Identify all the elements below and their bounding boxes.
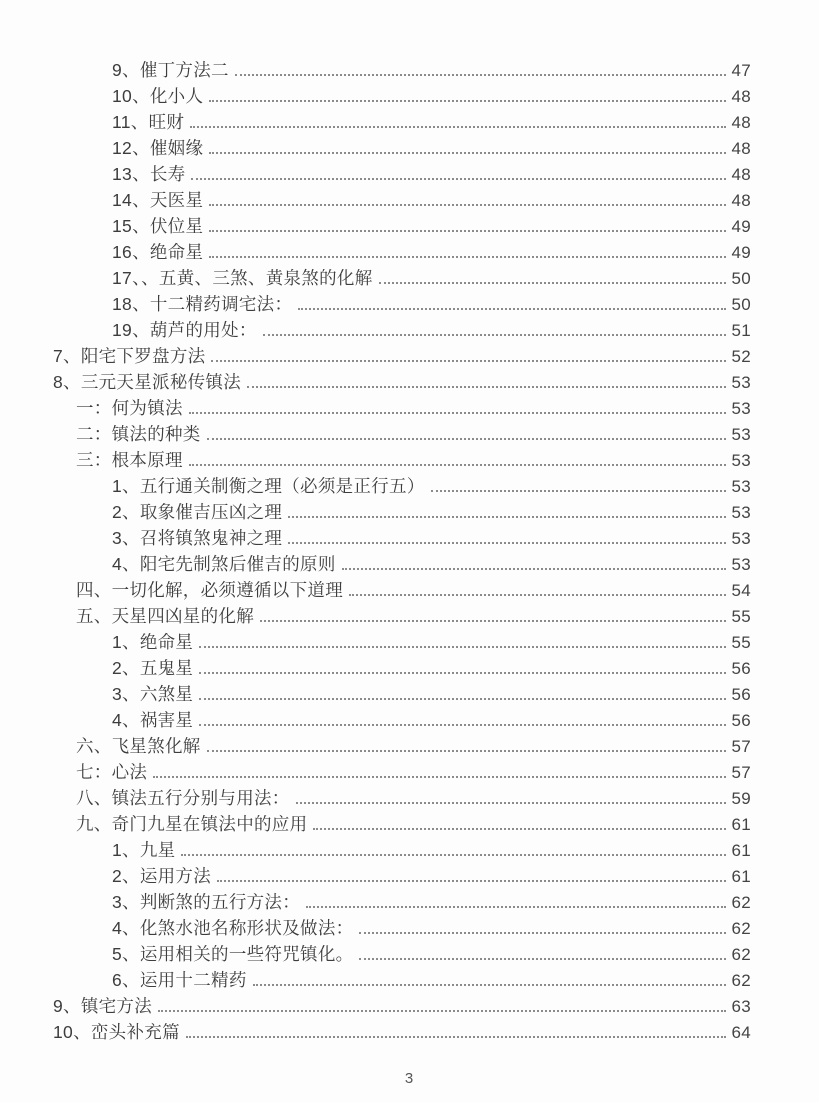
toc-entry-page: 53 <box>731 425 751 444</box>
toc-entry-page: 48 <box>731 165 751 184</box>
toc-entry-page: 50 <box>731 295 751 314</box>
toc-entry <box>53 83 751 109</box>
toc-entry-label: 2、取象催吉压凶之理 <box>112 502 283 522</box>
toc-entry <box>53 291 751 317</box>
toc-entry-label: 3、六煞星 <box>112 684 194 704</box>
toc-dot-leader <box>313 828 726 830</box>
toc-dot-leader <box>253 984 726 986</box>
toc-entry-page: 61 <box>731 815 751 834</box>
toc-entry <box>53 967 751 993</box>
toc-entry-label: 19、葫芦的用处： <box>112 320 257 340</box>
toc-entry-page: 62 <box>731 893 751 912</box>
toc-dot-leader <box>207 438 726 440</box>
toc-entry <box>53 447 751 473</box>
toc-entry <box>53 369 751 395</box>
toc-dot-leader <box>153 776 726 778</box>
toc-entry-label: 七：心法 <box>76 762 148 782</box>
toc-dot-leader <box>190 126 726 128</box>
toc-entry <box>53 889 751 915</box>
toc-entry-label: 六、飞星煞化解 <box>76 736 201 756</box>
toc-entry-label: 15、伏位星 <box>112 216 204 236</box>
toc-entry-page: 62 <box>731 919 751 938</box>
toc-entry <box>53 733 751 759</box>
toc-dot-leader <box>211 360 726 362</box>
toc-entry-label: 1、五行通关制衡之理（必须是正行五） <box>112 476 425 496</box>
toc-entry-label: 五、天星四凶星的化解 <box>76 606 254 626</box>
toc-entry-label: 九、奇门九星在镇法中的应用 <box>76 814 308 834</box>
toc-entry <box>53 525 751 551</box>
toc-list <box>53 57 751 1045</box>
toc-entry <box>53 785 751 811</box>
toc-dot-leader <box>209 204 726 206</box>
toc-entry-label: 14、天医星 <box>112 190 204 210</box>
toc-entry-page: 53 <box>731 503 751 522</box>
toc-entry-label: 四、一切化解，必须遵循以下道理 <box>76 580 343 600</box>
page-footer <box>0 1070 819 1088</box>
toc-entry <box>53 239 751 265</box>
toc-entry-label: 9、镇宅方法 <box>53 996 153 1016</box>
toc-entry <box>53 317 751 343</box>
toc-entry-label: 13、长寿 <box>112 164 186 184</box>
toc-entry-label: 八、镇法五行分别与用法： <box>76 788 290 808</box>
toc-entry-label: 6、运用十二精药 <box>112 970 247 990</box>
toc-dot-leader <box>298 308 726 310</box>
toc-entry-page: 52 <box>731 347 751 366</box>
toc-dot-leader <box>199 672 726 674</box>
toc-entry-label: 2、运用方法 <box>112 866 212 886</box>
toc-entry-page: 47 <box>731 61 751 80</box>
toc-entry <box>53 473 751 499</box>
toc-entry-page: 48 <box>731 191 751 210</box>
toc-entry-page: 62 <box>731 971 751 990</box>
toc-entry <box>53 681 751 707</box>
toc-entry-page: 61 <box>731 841 751 860</box>
toc-dot-leader <box>431 490 726 492</box>
toc-entry-label: 10、化小人 <box>112 86 204 106</box>
toc-dot-leader <box>189 412 726 414</box>
toc-dot-leader <box>288 542 726 544</box>
toc-entry <box>53 395 751 421</box>
toc-entry-page: 53 <box>731 477 751 496</box>
toc-dot-leader <box>359 958 726 960</box>
toc-entry <box>53 915 751 941</box>
toc-entry-page: 48 <box>731 113 751 132</box>
toc-entry <box>53 941 751 967</box>
toc-entry-page: 55 <box>731 607 751 626</box>
toc-dot-leader <box>342 568 726 570</box>
toc-entry <box>53 265 751 291</box>
toc-entry <box>53 837 751 863</box>
toc-entry-page: 50 <box>731 269 751 288</box>
toc-dot-leader <box>209 100 726 102</box>
toc-entry-page: 57 <box>731 763 751 782</box>
toc-entry <box>53 187 751 213</box>
toc-dot-leader <box>158 1010 726 1012</box>
toc-entry <box>53 655 751 681</box>
toc-dot-leader <box>207 750 726 752</box>
toc-dot-leader <box>209 152 726 154</box>
toc-entry <box>53 135 751 161</box>
toc-entry <box>53 551 751 577</box>
toc-entry <box>53 993 751 1019</box>
toc-entry <box>53 577 751 603</box>
toc-entry <box>53 1019 751 1045</box>
toc-entry-page: 56 <box>731 659 751 678</box>
toc-dot-leader <box>209 230 726 232</box>
toc-entry-label: 16、绝命星 <box>112 242 204 262</box>
toc-entry <box>53 343 751 369</box>
toc-entry <box>53 213 751 239</box>
toc-entry-page: 48 <box>731 139 751 158</box>
toc-entry-label: 4、祸害星 <box>112 710 194 730</box>
toc-entry-label: 8、三元天星派秘传镇法 <box>53 372 242 392</box>
toc-entry-page: 48 <box>731 87 751 106</box>
toc-entry-label: 3、召将镇煞鬼神之理 <box>112 528 283 548</box>
toc-entry-label: 2、五鬼星 <box>112 658 194 678</box>
toc-entry-page: 49 <box>731 217 751 236</box>
toc-entry-page: 55 <box>731 633 751 652</box>
toc-dot-leader <box>359 932 726 934</box>
toc-entry-page: 56 <box>731 685 751 704</box>
toc-dot-leader <box>217 880 726 882</box>
toc-entry-label: 一：何为镇法 <box>76 398 183 418</box>
toc-dot-leader <box>260 620 726 622</box>
toc-dot-leader <box>306 906 726 908</box>
toc-entry <box>53 603 751 629</box>
toc-entry-label: 10、峦头补充篇 <box>53 1022 180 1042</box>
toc-dot-leader <box>379 282 726 284</box>
toc-entry <box>53 629 751 655</box>
toc-dot-leader <box>199 724 726 726</box>
toc-entry <box>53 499 751 525</box>
toc-dot-leader <box>189 464 726 466</box>
toc-entry <box>53 759 751 785</box>
toc-entry <box>53 57 751 83</box>
toc-entry-page: 53 <box>731 373 751 392</box>
toc-entry-page: 63 <box>731 997 751 1016</box>
toc-entry <box>53 421 751 447</box>
toc-dot-leader <box>199 698 726 700</box>
toc-entry-label: 9、催丁方法二 <box>112 60 229 80</box>
toc-entry-page: 54 <box>731 581 751 600</box>
toc-dot-leader <box>235 74 726 76</box>
toc-dot-leader <box>247 386 726 388</box>
toc-entry-page: 57 <box>731 737 751 756</box>
toc-entry-label: 7、阳宅下罗盘方法 <box>53 346 206 366</box>
toc-entry-label: 11、旺财 <box>112 112 185 132</box>
toc-entry-label: 18、十二精药调宅法： <box>112 294 293 314</box>
toc-dot-leader <box>209 256 726 258</box>
toc-entry <box>53 707 751 733</box>
toc-entry-label: 4、化煞水池名称形状及做法： <box>112 918 354 938</box>
toc-entry-page: 51 <box>731 321 751 340</box>
toc-entry-label: 3、判断煞的五行方法： <box>112 892 301 912</box>
toc-entry-label: 4、阳宅先制煞后催吉的原则 <box>112 554 336 574</box>
toc-dot-leader <box>349 594 726 596</box>
toc-entry-label: 12、催姻缘 <box>112 138 204 158</box>
toc-entry-page: 49 <box>731 243 751 262</box>
toc-entry-page: 59 <box>731 789 751 808</box>
toc-dot-leader <box>199 646 726 648</box>
toc-entry-label: 17、、五黄、三煞、黄泉煞的化解 <box>112 268 373 288</box>
toc-dot-leader <box>263 334 726 336</box>
toc-entry-page: 62 <box>731 945 751 964</box>
toc-entry-label: 二：镇法的种类 <box>76 424 201 444</box>
toc-entry-page: 53 <box>731 451 751 470</box>
toc-dot-leader <box>181 854 726 856</box>
toc-entry <box>53 811 751 837</box>
toc-entry-page: 61 <box>731 867 751 886</box>
toc-entry <box>53 161 751 187</box>
toc-entry-page: 56 <box>731 711 751 730</box>
page-number: 3 <box>404 1070 415 1087</box>
toc-entry-label: 5、运用相关的一些符咒镇化。 <box>112 944 354 964</box>
toc-entry-page: 64 <box>731 1023 751 1042</box>
toc-dot-leader <box>288 516 726 518</box>
toc-entry-page: 53 <box>731 529 751 548</box>
toc-entry <box>53 863 751 889</box>
toc-entry-page: 53 <box>731 555 751 574</box>
toc-dot-leader <box>296 802 726 804</box>
toc-dot-leader <box>186 1036 726 1038</box>
toc-entry-label: 三：根本原理 <box>76 450 183 470</box>
toc-entry-label: 1、绝命星 <box>112 632 194 652</box>
toc-entry-label: 1、九星 <box>112 840 176 860</box>
toc-entry-page: 53 <box>731 399 751 418</box>
toc-entry <box>53 109 751 135</box>
toc-dot-leader <box>191 178 726 180</box>
